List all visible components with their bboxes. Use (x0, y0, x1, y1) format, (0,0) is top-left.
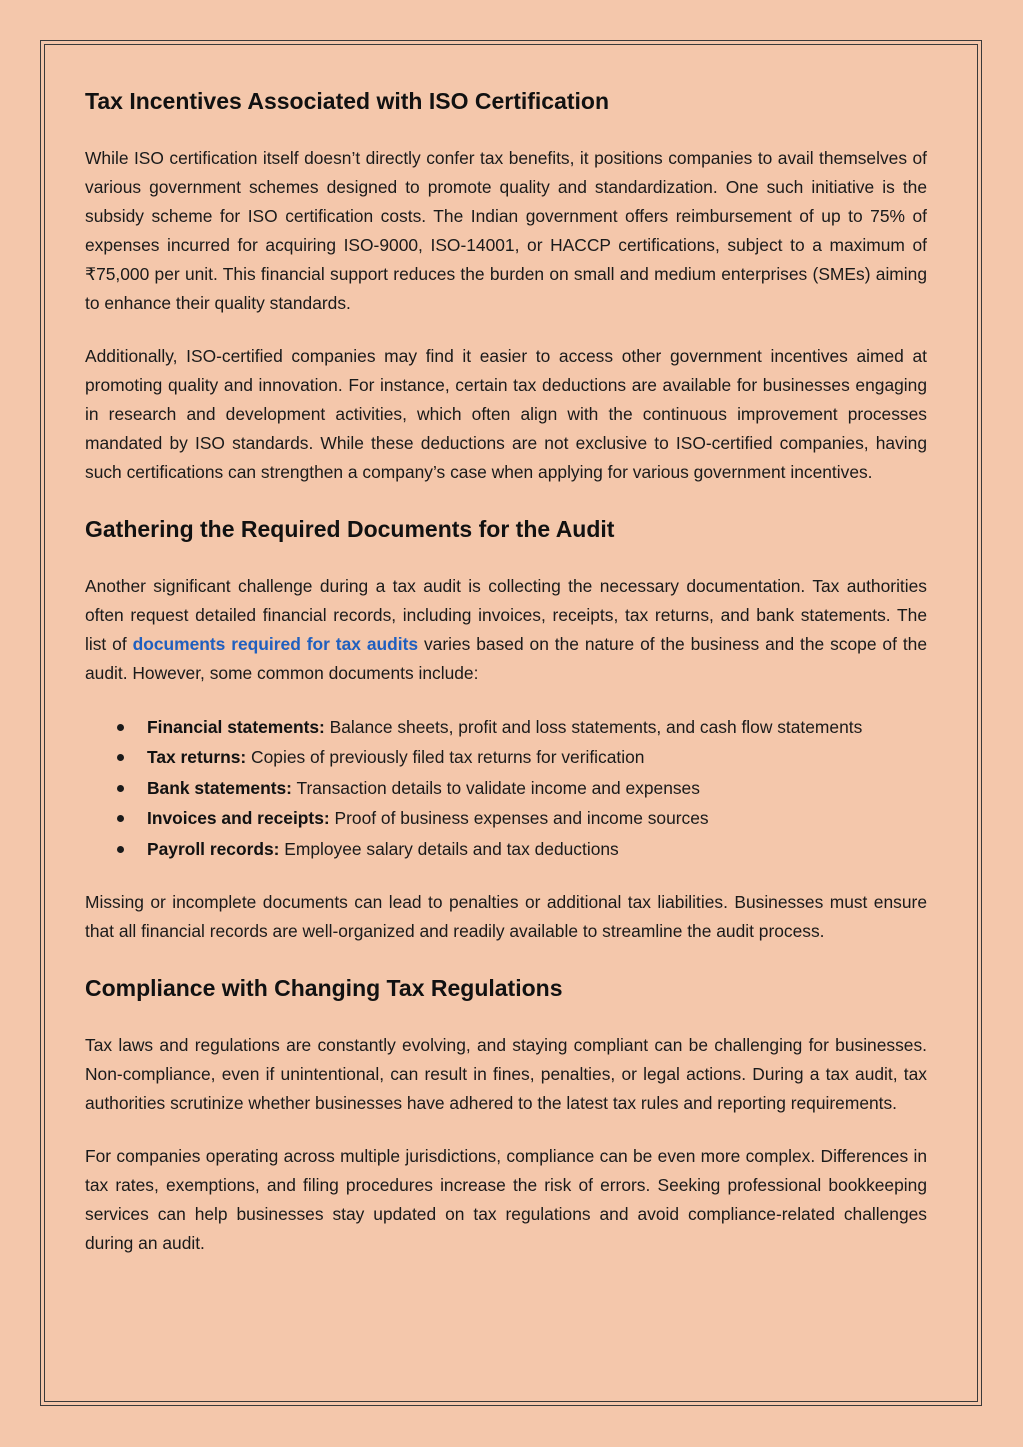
paragraph-multiple-jurisdictions: For companies operating across multiple jurisdictions, compliance can be even more complex. Differences in tax rates, exemptions, and filing procedures increase the risk of errors. Seeking professional bookkeeping services can help businesses stay updated on tax regulations and avoid compliance-related challenges during an audit. (85, 1146, 927, 1254)
list-item-term: Tax returns: (147, 747, 247, 768)
list-item-description: Proof of business expenses and income sources (329, 808, 709, 829)
paragraph-documentation-text-end: varies based on the nature of the business and the scope of the audit. However, some common documents include: (85, 634, 927, 683)
heading-gathering-documents: Gathering the Required Documents for the Audit (85, 516, 615, 542)
paragraph-documentation (85, 572, 927, 688)
heading-compliance: Compliance with Changing Tax Regulations (85, 975, 563, 1002)
list-item (85, 834, 927, 864)
list-item-description: Copies of previously filed tax returns for verification (246, 747, 645, 768)
paragraph-tax-laws: Tax laws and regulations are constantly evolving, and staying compliant can be challenging for businesses. Non-compliance, even if unintentional, can result in fines, penalties, or legal actions. During a tax audit, tax authorities scrutinize whether businesses have adhered to the latest tax rules and reporting requirements. (85, 1035, 927, 1114)
bullet-icon (117, 815, 124, 822)
list-item-term: Payroll records: (147, 838, 280, 859)
list-item-description: Employee salary details and tax deductions (279, 838, 619, 859)
list-item-term: Financial statements: (147, 717, 325, 737)
list-item-term: Bank statements: (147, 777, 292, 798)
list-item-description: Balance sheets, profit and loss statements, and cash flow statements (324, 717, 863, 737)
documents-required-link[interactable]: documents required for tax audits (132, 634, 419, 654)
paragraph-iso-incentives: Additionally, ISO-certified companies may find it easier to access other government incentives aimed at promoting quality and innovation. For instance, certain tax deductions are available for businesses engaging in research and development activities, which often align with the continuous improvement processes mandated by ISO standards. While these deductions are not exclusive to ISO-certified companies, having such certifications can strengthen a company’s case when applying for various government incentives. (85, 346, 927, 482)
list-item (85, 773, 927, 803)
paragraph-documentation-text-start: Another significant challenge during a tax audit is collecting the necessary documentation. Tax authorities often request detailed financial records, including invoices, receipts, tax returns, and bank statements. The list of (85, 576, 927, 654)
documents-list (85, 712, 927, 864)
paragraph-missing-documents: Missing or incomplete documents can lead to penalties or additional tax liabilities. Businesses must ensure that all financial records are well-organized and readily available to streamline the audit process. (85, 892, 927, 942)
heading-tax-incentives: Tax Incentives Associated with ISO Certification (85, 88, 610, 114)
list-item (85, 742, 927, 772)
bullet-icon (117, 724, 124, 731)
bullet-icon (117, 846, 124, 853)
document-body (85, 85, 927, 1258)
paragraph-iso-subsidy: While ISO certification itself doesn’t directly confer tax benefits, it positions companies to avail themselves of various government schemes designed to promote quality and standardization. One such initiative is the subsidy scheme for ISO certification costs. The Indian government offers reimbursement of up to 75% of expenses incurred for acquiring ISO-9000, ISO-14001, or HACCP certifications, subject to a maximum of ₹75,000 per unit. This financial support reduces the burden on small and medium enterprises (SMEs) aiming to enhance their quality standards. (85, 148, 927, 313)
bullet-icon (117, 754, 124, 761)
list-item-term: Invoices and receipts: (147, 808, 330, 829)
bullet-icon (117, 785, 124, 792)
list-item-description: Transaction details to validate income and expenses (291, 777, 700, 798)
list-item (85, 803, 927, 833)
list-item (85, 712, 927, 742)
